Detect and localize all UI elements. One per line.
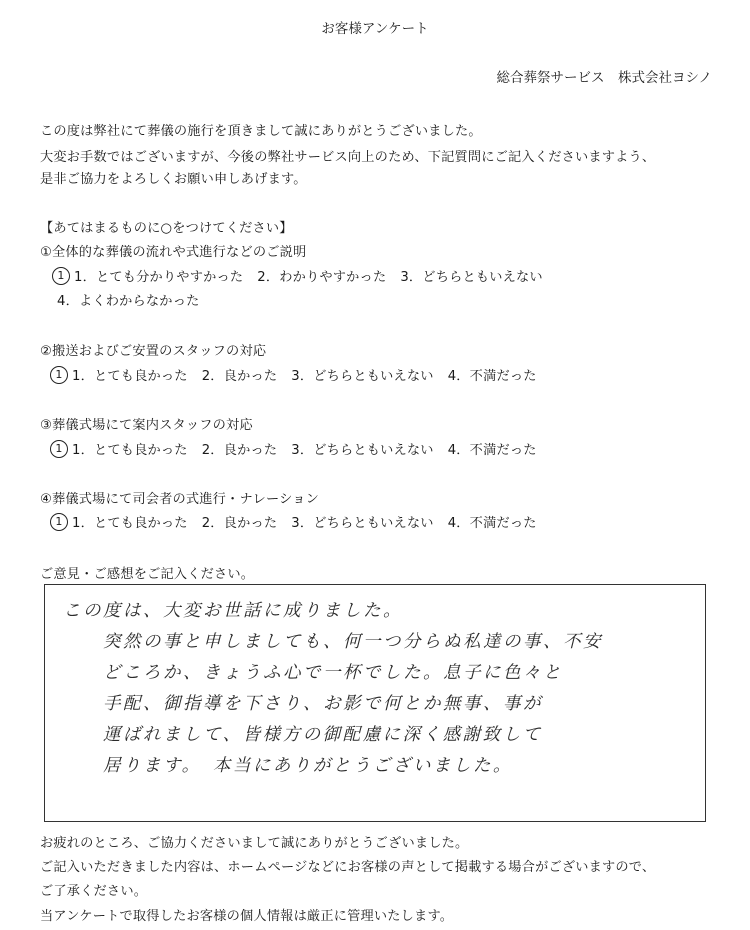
q2-option-1[interactable]: 1．とても良かった [72, 369, 188, 384]
comment-box[interactable] [44, 584, 706, 822]
q4-option-3[interactable]: 3．どちらともいえない [291, 516, 434, 531]
q1-option-4[interactable]: 4．よくわからなかった [57, 294, 200, 309]
q4-option-2[interactable]: 2．良かった [201, 516, 278, 531]
question-2-options [50, 365, 551, 385]
q2-option-3[interactable]: 3．どちらともいえない [291, 369, 434, 384]
instruction: 【あてはまるものに○をつけてください】 [40, 221, 293, 236]
question-4-options [50, 512, 551, 532]
closing-line-4: 当アンケートで取得したお客様の個人情報は厳正に管理いたします。 [40, 909, 454, 924]
handwritten-line-3: どころか、きょうふ心で一杯でした。息子に色々と [103, 663, 563, 683]
comments-heading: ご意見・ご感想をご記入ください。 [40, 567, 255, 582]
intro-line-2: 大変お手数ではございますが、今後の弊社サービス向上のため、下記質問にご記入くださいますよう、 [40, 150, 656, 165]
selected-circle-mark: 1 [50, 513, 68, 531]
question-3-options [50, 439, 551, 459]
question-3-label: ③葬儀式場にて案内スタッフの対応 [40, 418, 253, 433]
q4-option-1[interactable]: 1．とても良かった [72, 516, 188, 531]
handwritten-line-2: 突然の事と申しましても、何一つ分らぬ私達の事、不安 [103, 632, 603, 652]
selected-circle-mark: 1 [52, 267, 70, 285]
q3-option-1[interactable]: 1．とても良かった [72, 443, 188, 458]
q3-option-2[interactable]: 2．良かった [201, 443, 278, 458]
handwritten-line-6: 居ります。 本当にありがとうございました。 [103, 756, 513, 776]
question-2-label: ②搬送およびご安置のスタッフの対応 [40, 344, 267, 359]
handwritten-line-1: この度は、大変お世話に成りました。 [63, 601, 403, 621]
q1-option-3[interactable]: 3．どちらともいえない [400, 270, 543, 285]
intro-line-1: この度は弊社にて葬儀の施行を頂きまして誠にありがとうございました。 [40, 124, 482, 139]
handwritten-line-4: 手配、御指導を下さり、お影で何とか無事、事が [103, 694, 543, 714]
selected-circle-mark: 1 [50, 366, 68, 384]
closing-line-1: お疲れのところ、ご協力くださいまして誠にありがとうございました。 [40, 836, 469, 851]
q1-option-2[interactable]: 2．わかりやすかった [257, 270, 387, 285]
q1-option-1[interactable]: 1．とても分かりやすかった [74, 270, 244, 285]
intro-line-3: 是非ご協力をよろしくお願い申しあげます。 [40, 172, 307, 187]
q3-option-4[interactable]: 4．不満だった [447, 443, 537, 458]
selected-circle-mark: 1 [50, 440, 68, 458]
q3-option-3[interactable]: 3．どちらともいえない [291, 443, 434, 458]
handwritten-line-5: 運ばれまして、皆様方の御配慮に深く感謝致して [103, 725, 543, 745]
question-4-label: ④葬儀式場にて司会者の式進行・ナレーション [40, 492, 319, 507]
closing-line-3: ご了承ください。 [40, 884, 148, 899]
closing-line-2: ご記入いただきました内容は、ホームページなどにお客様の声として掲載する場合がございますので、 [40, 860, 656, 875]
question-1-label: ①全体的な葬儀の流れや式進行などのご説明 [40, 245, 307, 260]
q4-option-4[interactable]: 4．不満だった [447, 516, 537, 531]
company-name: 総合葬祭サービス 株式会社ヨシノ [496, 70, 712, 86]
q2-option-2[interactable]: 2．良かった [201, 369, 278, 384]
question-1-options [52, 266, 557, 286]
q2-option-4[interactable]: 4．不満だった [447, 369, 537, 384]
page-title: お客様アンケート [321, 21, 429, 37]
